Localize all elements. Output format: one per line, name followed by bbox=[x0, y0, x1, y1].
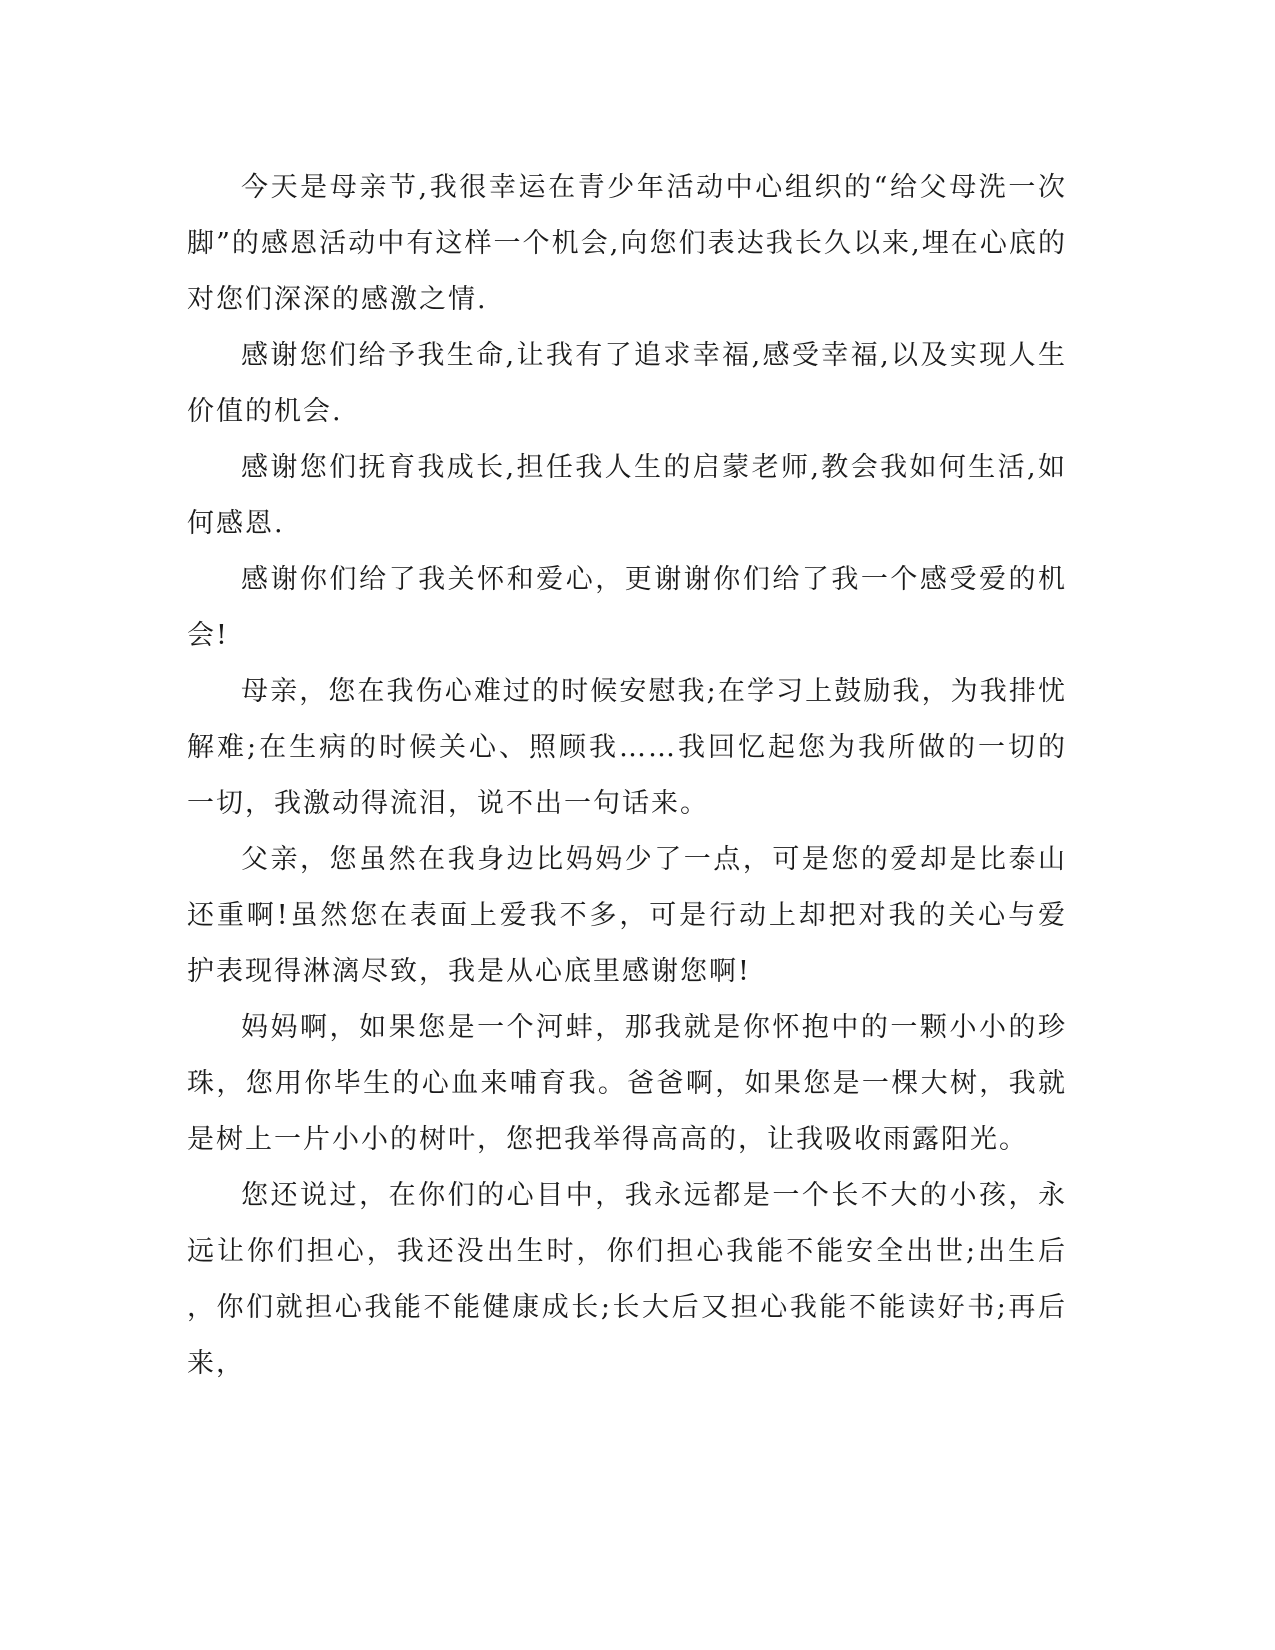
paragraph-6: 父亲，您虽然在我身边比妈妈少了一点，可是您的爱却是比泰山还重啊!虽然您在表面上爱我不多，可是行动上却把对我的关心与爱护表现得淋漓尽致，我是从心底里感谢您啊! bbox=[187, 844, 1067, 987]
paragraph-1: 今天是母亲节,我很幸运在青少年活动中心组织的“给父母洗一次脚”的感恩活动中有这样一个机会,向您们表达我长久以来,埋在心底的对您们深深的感激之情. bbox=[187, 172, 1067, 315]
paragraph-4: 感谢你们给了我关怀和爱心，更谢谢你们给了我一个感受爱的机会! bbox=[187, 564, 1067, 651]
document-body bbox=[187, 160, 1067, 1392]
paragraph-3: 感谢您们抚育我成长,担任我人生的启蒙老师,教会我如何生活,如何感恩. bbox=[187, 452, 1067, 539]
paragraph-8: 您还说过，在你们的心目中，我永远都是一个长不大的小孩，永远让你们担心，我还没出生时，你们担心我能不能安全出世;出生后，你们就担心我能不能健康成长;长大后又担心我能不能读好书;再后来， bbox=[187, 1180, 1067, 1379]
paragraph-7: 妈妈啊，如果您是一个河蚌，那我就是你怀抱中的一颗小小的珍珠，您用你毕生的心血来哺育我。爸爸啊，如果您是一棵大树，我就是树上一片小小的树叶，您把我举得高高的，让我吸收雨露阳光。 bbox=[187, 1012, 1067, 1155]
paragraph-2: 感谢您们给予我生命,让我有了追求幸福,感受幸福,以及实现人生价值的机会. bbox=[187, 340, 1067, 427]
paragraph-5: 母亲，您在我伤心难过的时候安慰我;在学习上鼓励我，为我排忧解难;在生病的时候关心、照顾我……我回忆起您为我所做的一切的一切，我激动得流泪，说不出一句话来。 bbox=[187, 676, 1067, 819]
